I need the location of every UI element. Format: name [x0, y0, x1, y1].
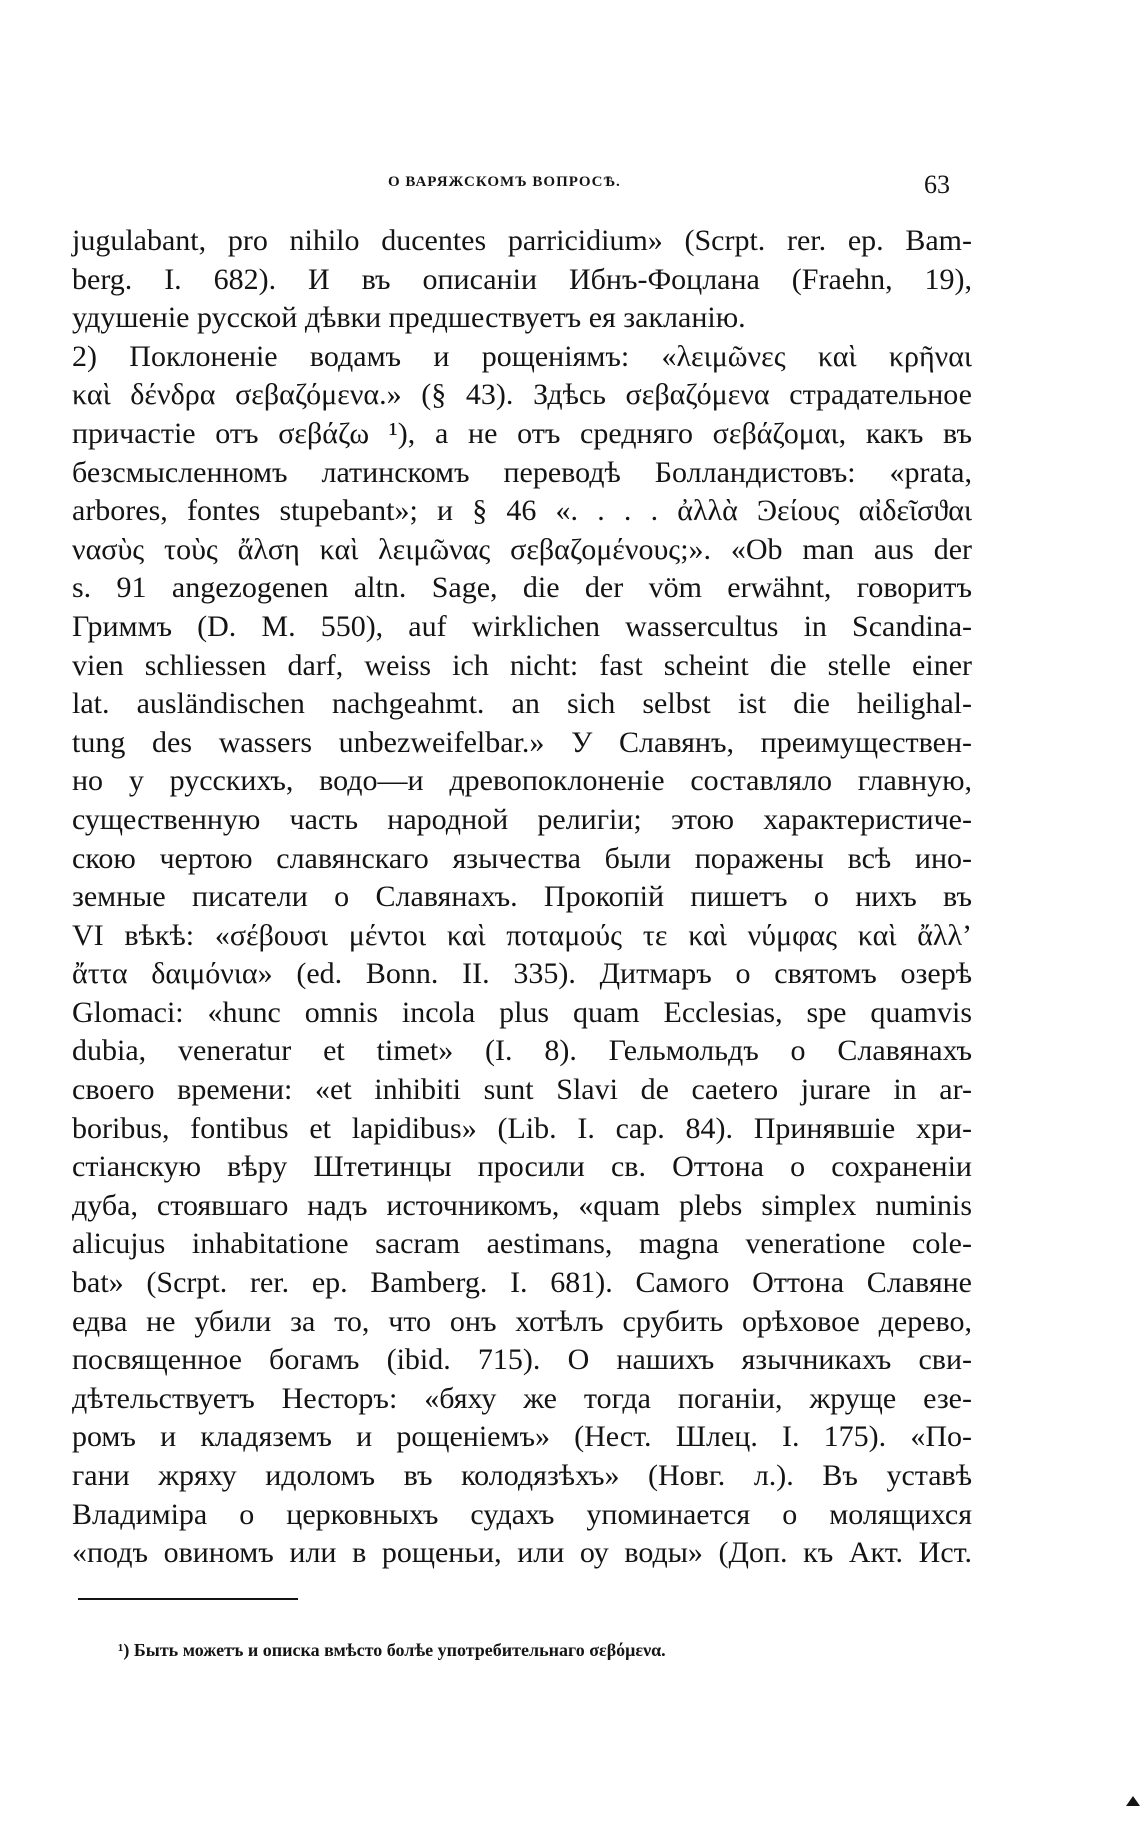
text-line: гани жряху идоломъ въ колодязѣхъ» (Новг. л.). Въ уставѣ [72, 1459, 972, 1492]
text-line: скою чертою славянскаго язычества были поражены всѣ ино- [72, 841, 972, 875]
body-text [72, 222, 972, 1573]
text-line: alicujus inhabitatione sacram aestimans, magna veneratione cole- [72, 1227, 972, 1261]
text-line: стіанскую вѣру Штетинцы просили св. Оттона о сохраненіи [72, 1150, 972, 1184]
text-line: причастіе отъ σεβάζω ¹), а не отъ средняго σεβάζομαι, какъ въ [72, 416, 972, 450]
text-line: «подъ овиномъ или в рощеньи, или оу воды» (Доп. къ Акт. Ист. [72, 1536, 972, 1570]
text-line: berg. I. 682). И въ описаніи Ибнъ-Фоцлана (Fraehn, 19), [72, 262, 972, 296]
text-line: jugulabant, pro nihilo ducentes parricidium» (Scrpt. rer. ep. Bam- [72, 224, 972, 257]
text-line: безсмысленномъ латинскомъ переводѣ Болландистовъ: «prata, [72, 455, 972, 489]
text-line: но у русскихъ, водо—и древопоклоненіе составляло главную, [72, 764, 972, 798]
text-line: Владиміра о церковныхъ судахъ упоминается о молящихся [72, 1497, 972, 1531]
text-line: земные писатели о Славянахъ. Прокопій пишетъ о нихъ въ [72, 880, 972, 914]
text-line: νασὺς τοὺς ἄλση καὶ λειμῶνας σεβαζομένους;». «Ob man aus der [72, 532, 972, 566]
text-line: дѣтельствуетъ Несторъ: «бяху же тогда поганіи, жруще езе- [72, 1381, 972, 1415]
footnote: ¹) Быть можетъ и описка вмѣсто болѣе употребительнаго σεβόμενα. [118, 1640, 666, 1660]
footnote-divider [78, 1598, 298, 1600]
corner-mark-icon [1126, 1796, 1140, 1806]
page-number: 63 [924, 170, 950, 199]
text-line: 2) Поклоненіе водамъ и рощеніямъ: «λειμῶνες καὶ κρῆναι [72, 339, 972, 373]
text-line: Гриммъ (D. M. 550), auf wirklichen wassercultus in Scandina- [72, 609, 972, 643]
text-line: ромъ и кладяземъ и рощеніемъ» (Нест. Шлец. I. 175). «По- [72, 1420, 972, 1454]
text-line: καὶ δένδρα σεβαζόμενα.» (§ 43). Здѣсь σεβαζόμενα страдательное [72, 378, 972, 412]
text-line: посвященное богамъ (ibid. 715). О нашихъ язычникахъ сви- [72, 1343, 972, 1377]
text-line: s. 91 angezogenen altn. Sage, die der vöm erwähnt, говоритъ [72, 571, 972, 605]
text-line: tung des wassers unbezweifelbar.» У Славянъ, преимуществен- [72, 725, 972, 759]
text-line: Glomaci: «hunc omnis incola plus quam Ecclesias, spe quamvis [72, 995, 972, 1029]
text-line: существенную часть народной религіи; этою характеристиче- [72, 802, 972, 836]
text-line: lat. ausländischen nachgeahmt. an sich selbst ist die heilighal- [72, 687, 972, 721]
text-line: своего времени: «et inhibiti sunt Slavi de caetero jurare in ar- [72, 1073, 972, 1107]
text-line: dubia, veneratur et timet» (I. 8). Гельмольдъ о Славянахъ [72, 1034, 972, 1068]
text-line: ἄττα δαιμόνια» (ed. Bonn. II. 335). Дитмаръ о святомъ озерѣ [72, 957, 972, 991]
running-header-title: О ВАРЯЖСКОМЪ ВОПРОСѢ. [388, 174, 621, 190]
text-line: VI вѣкѣ: «σέβουσι μέντοι καὶ ποταμούς τε καὶ νύμφας καὶ ἄλλ’ [72, 918, 972, 952]
text-line: удушеніе русской дѣвки предшествуетъ ея закланію. [72, 301, 746, 335]
text-line: дуба, стоявшаго надъ источникомъ, «quam plebs simplex numinis [72, 1188, 972, 1222]
text-line: boribus, fontibus et lapidibus» (Lib. I. cap. 84). Принявшіе хри- [72, 1111, 972, 1145]
text-line: arbores, fontes stupebant»; и § 46 «. . . . ἀλλὰ Ͽείους αἰδεῖσϑαι [72, 494, 972, 528]
text-line: едва не убили за то, что онъ хотѣлъ срубить орѣховое дерево, [72, 1304, 972, 1338]
text-line: vien schliessen darf, weiss ich nicht: fast scheint die stelle einer [72, 648, 972, 682]
text-line: bat» (Scrpt. rer. ep. Bamberg. I. 681). Самого Оттона Славяне [72, 1266, 972, 1300]
